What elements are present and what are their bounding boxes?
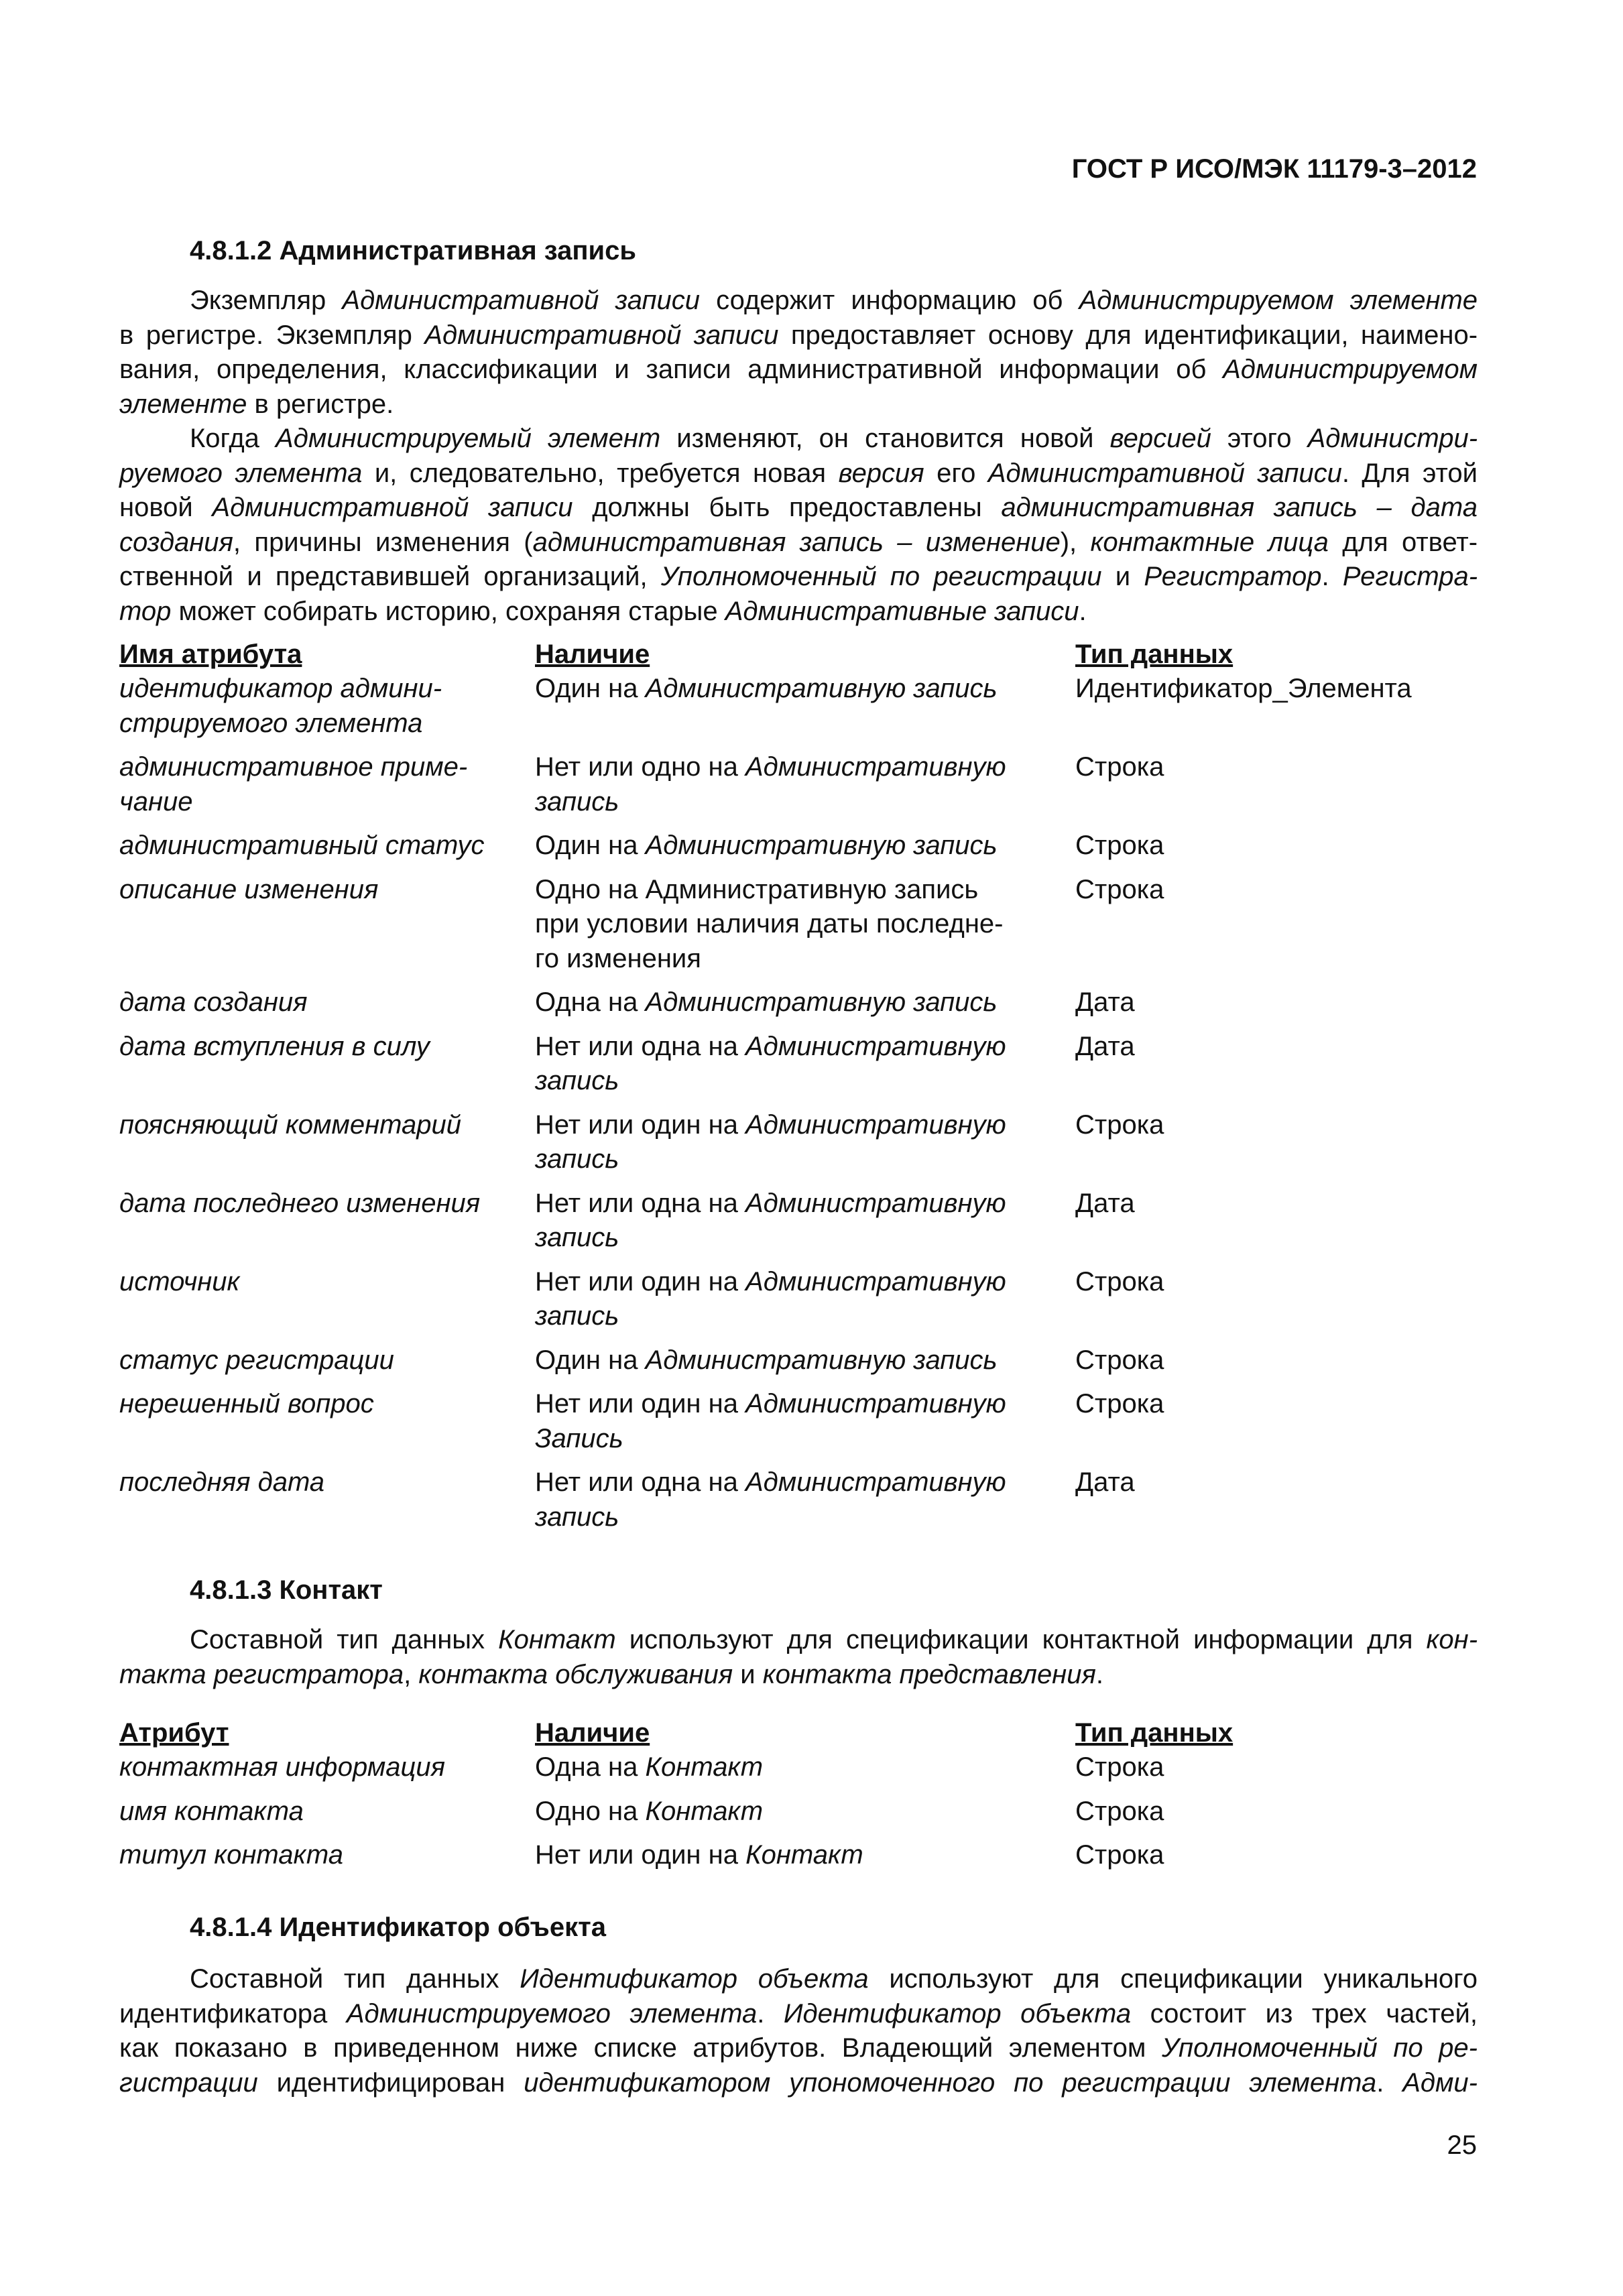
text-line: руемого элемента и, следовательно, требуется новая версия его Административной записи. Для этой [119,458,1478,488]
attribute-type: Строка [1075,1840,1164,1870]
attribute-name: нерешенный вопрос [119,1389,374,1418]
attribute-type: Строка [1075,831,1164,860]
text-line: такта регистратора, контакта обслуживания и контакта представления. [119,1659,1103,1689]
text-line: новой Административной записи должны быть предоставлены административная запись – дата [119,493,1478,522]
attribute-presence: Нет или одна на Административную запись [535,1031,1006,1095]
attribute-name: поясняющий комментарий [119,1109,461,1140]
column-header: Наличие [535,640,650,669]
paragraph [119,1623,1478,1692]
attribute-type: Строка [1075,1389,1164,1418]
text-line: в регистре. Экземпляр Административной записи предоставляет основу для идентификации, наимено- [119,320,1478,350]
column-header: Атрибут [119,1718,229,1748]
attribute-name: источник [119,1266,240,1296]
attribute-presence: Нет или одна на Административную запись [535,1188,1006,1252]
section-heading-4-8-1-3: 4.8.1.3 Контакт [190,1575,383,1605]
attribute-type: Строка [1075,874,1164,904]
attribute-presence: Один на Административную запись [535,831,998,860]
text-line: элементе в регистре. [119,389,394,419]
attribute-type: Идентификатор_Элемента [1075,674,1412,703]
attribute-name: дата последнего изменения [119,1188,481,1218]
attribute-name: титул контакта [119,1840,343,1870]
attribute-name: контактная информация [119,1752,445,1782]
attribute-name: дата создания [119,987,308,1017]
attribute-type: Строка [1075,752,1164,782]
column-header: Тип данных [1075,640,1234,669]
column-header: Тип данных [1075,1718,1234,1748]
text-line: вания, определения, классификации и записи административной информации об Администрируемом [119,355,1478,384]
attribute-presence: Одно на Административную запись при условии наличия даты последне- го изменения [535,874,1004,973]
attribute-presence: Одно на Контакт [535,1796,764,1826]
text-line: ственной и представившей организаций, Уполномоченный по регистрации и Регистратор. Регистра- [119,562,1478,591]
attribute-presence: Нет или одна на Административную запись [535,1467,1006,1532]
attribute-type: Дата [1075,1188,1135,1218]
column-header: Наличие [535,1718,650,1748]
paragraph [119,1962,1478,2100]
text-line: Составной тип данных Идентификатор объекта используют для спецификации уникального [190,1964,1478,1994]
attribute-presence: Нет или один на Контакт [535,1840,863,1870]
attribute-type: Дата [1075,1031,1135,1061]
attribute-name: описание изменения [119,874,379,904]
text-line: идентификатора Администрируемого элемента. Идентификатор объекта состоит из трех частей, [119,1998,1478,2029]
attribute-presence: Один на Административную запись [535,1345,998,1375]
attribute-type: Строка [1075,1345,1164,1375]
attribute-presence: Нет или одно на Административную запись [535,752,1006,817]
attribute-name: последняя дата [119,1467,325,1497]
text-line: Экземпляр Административной записи содержит информацию об Администрируемом элементе [190,286,1478,315]
attribute-presence: Одна на Административную запись [535,987,998,1017]
attribute-name: имя контакта [119,1796,304,1826]
attribute-type: Строка [1075,1752,1164,1782]
paragraph [119,422,1478,629]
attribute-type: Строка [1075,1109,1164,1140]
attribute-presence: Нет или один на Административную запись [535,1266,1006,1331]
attribute-name: административное приме- чание [119,752,468,817]
attribute-presence: Нет или один на Административную Запись [535,1389,1006,1453]
attribute-presence: Нет или один на Административную запись [535,1109,1006,1174]
text-line: тор может собирать историю, сохраняя старые Административные записи. [119,596,1087,626]
paragraph [119,284,1478,422]
attribute-name: статус регистрации [119,1345,394,1375]
attribute-name: дата вступления в силу [119,1031,430,1061]
column-header: Имя атрибута [119,640,302,669]
attribute-name: административный статус [119,831,485,860]
attribute-presence: Один на Административную запись [535,674,998,703]
text-line: гистрации идентифицирован идентификатором упономоченного по регистрации элемента. Адми- [119,2067,1478,2098]
document-header: ГОСТ Р ИСО/МЭК 11179-3–2012 [1071,154,1477,184]
section-heading-4-8-1-4: 4.8.1.4 Идентификатор объекта [190,1913,606,1942]
attribute-type: Строка [1075,1796,1164,1826]
text-line: создания, причины изменения (административная запись – изменение), контактные лица для ответ- [119,527,1478,557]
page-number: 25 [1447,2130,1477,2160]
attribute-type: Дата [1075,987,1135,1017]
attribute-type: Дата [1075,1467,1135,1497]
text-line: Составной тип данных Контакт используют для спецификации контактной информации для кон- [190,1625,1478,1654]
text-line: как показано в приведенном ниже списке атрибутов. Владеющий элементом Уполномоченный по ре- [119,2033,1478,2063]
text-line: Когда Администрируемый элемент изменяют, он становится новой версией этого Администри- [190,424,1478,453]
section-heading-4-8-1-2: 4.8.1.2 Административная запись [190,236,636,265]
attribute-presence: Одна на Контакт [535,1752,764,1782]
attribute-name: идентификатор админи- стрируемого элемента [119,674,442,738]
attribute-type: Строка [1075,1266,1164,1296]
